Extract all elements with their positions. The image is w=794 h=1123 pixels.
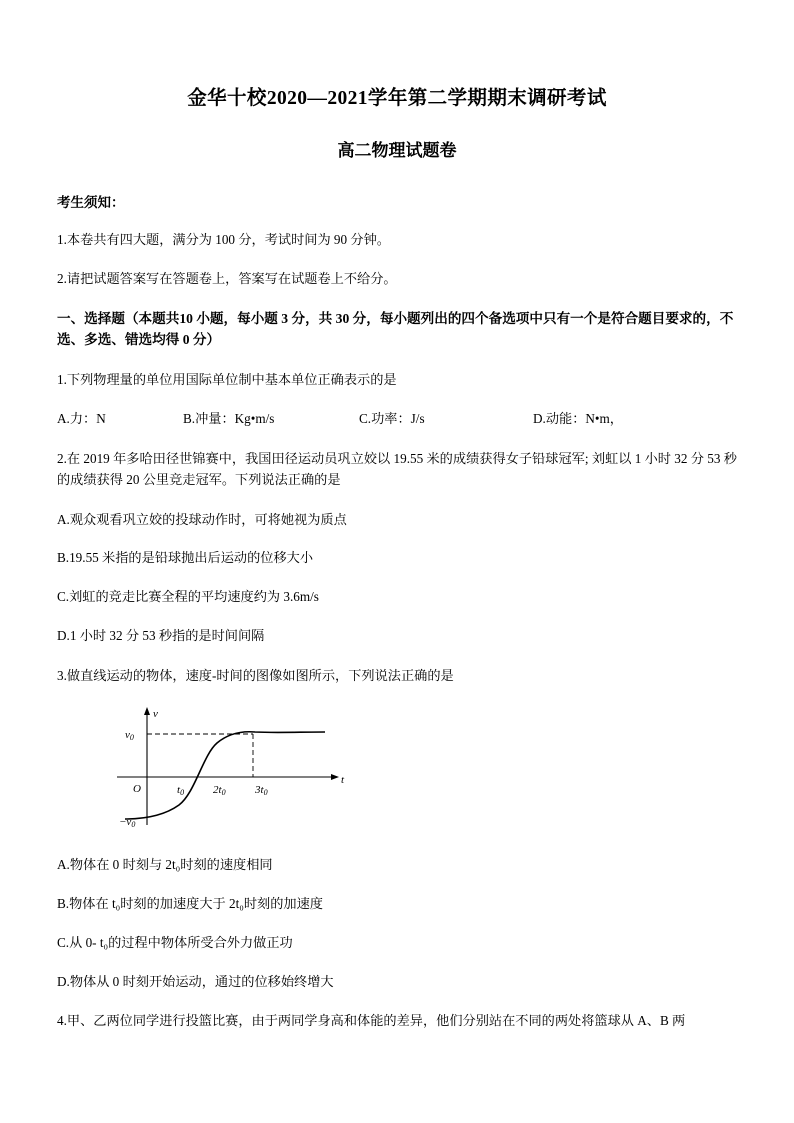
svg-text:t: t: [341, 774, 345, 787]
question-1-option-d: D.动能：N•m，: [533, 411, 623, 427]
question-3-stem: 3.做直线运动的物体，速度-时间的图像如图所示，下列说法正确的是: [57, 667, 454, 683]
svg-text:v0: v0: [125, 729, 134, 743]
question-3-figure: [57, 705, 737, 833]
question-2-choice-a: A.观众观看巩立姣的投球动作时，可将她视为质点: [57, 511, 347, 527]
question-2-choice-c: C.刘虹的竞走比赛全程的平均速度约为 3.6m/s: [57, 589, 319, 605]
svg-text:t0: t0: [177, 784, 185, 798]
svg-text:−v0: −v0: [119, 816, 136, 830]
question-2-choice-d: D.1 小时 32 分 53 秒指的是时间间隔: [57, 628, 265, 644]
page-bottom-spacer: [57, 1051, 737, 1053]
question-2-choice-b: B.19.55 米指的是铅球抛出后运动的位移大小: [57, 550, 314, 566]
velocity-time-graph: [103, 705, 393, 833]
svg-text:O: O: [133, 783, 141, 796]
svg-text:2t0: 2t0: [213, 784, 226, 798]
question-1-options: [57, 409, 737, 429]
question-3-choice-d: D.物体从 0 时刻开始运动，通过的位移始终增大: [57, 973, 334, 989]
page-subtitle: 高二物理试题卷: [337, 141, 457, 160]
question-2-stem: 2.在 2019 年多哈田径世锦赛中，我国田径运动员巩立姣以 19.55 米的成绩获得女子铅球冠军; 刘虹以 1 小时 32 分 53 秒的成绩获得 20 公里竞走冠军。下列说法正确的是: [57, 450, 737, 488]
section-heading-choice: 一、选择题（本题共10 小题，每小题 3 分，共 30 分，每小题列出的四个备选项中只有一个是符合题目要求的，不选、多选、错选均得 0 分）: [57, 310, 734, 347]
page-title: 金华十校2020—2021学年第二学期期末调研考试: [187, 88, 607, 109]
svg-text:v: v: [153, 708, 158, 721]
svg-text:3t0: 3t0: [255, 784, 268, 798]
question-1-option-a: A.力：N: [57, 411, 106, 427]
question-3-choice-c: C.从 0- t₀的过程中物体所受合外力做正功: [57, 934, 293, 950]
question-1-stem: 1.下列物理量的单位用国际单位制中基本单位正确表示的是: [57, 371, 397, 387]
question-1-option-b: B.冲量：Kg•m/s: [183, 411, 275, 427]
question-3-choice-b: B.物体在 t₀时刻的加速度大于 2t₀时刻的加速度: [57, 896, 323, 911]
notice-item-2: 2.请把试题答案写在答题卷上，答案写在试题卷上不给分。: [57, 270, 397, 286]
question-3-choice-a: A.物体在 0 时刻与 2t₀时刻的速度相同: [57, 857, 273, 873]
question-4-stem: 4.甲、乙两位同学进行投篮比赛，由于两同学身高和体能的差异，他们分别站在不同的两处将篮球从 A、B 两: [57, 1013, 686, 1029]
notice-heading: 考生须知：: [57, 195, 125, 210]
question-1-option-c: C.功率：J/s: [359, 411, 425, 427]
notice-item-1: 1.本卷共有四大题，满分为 100 分，考试时间为 90 分钟。: [57, 232, 390, 247]
